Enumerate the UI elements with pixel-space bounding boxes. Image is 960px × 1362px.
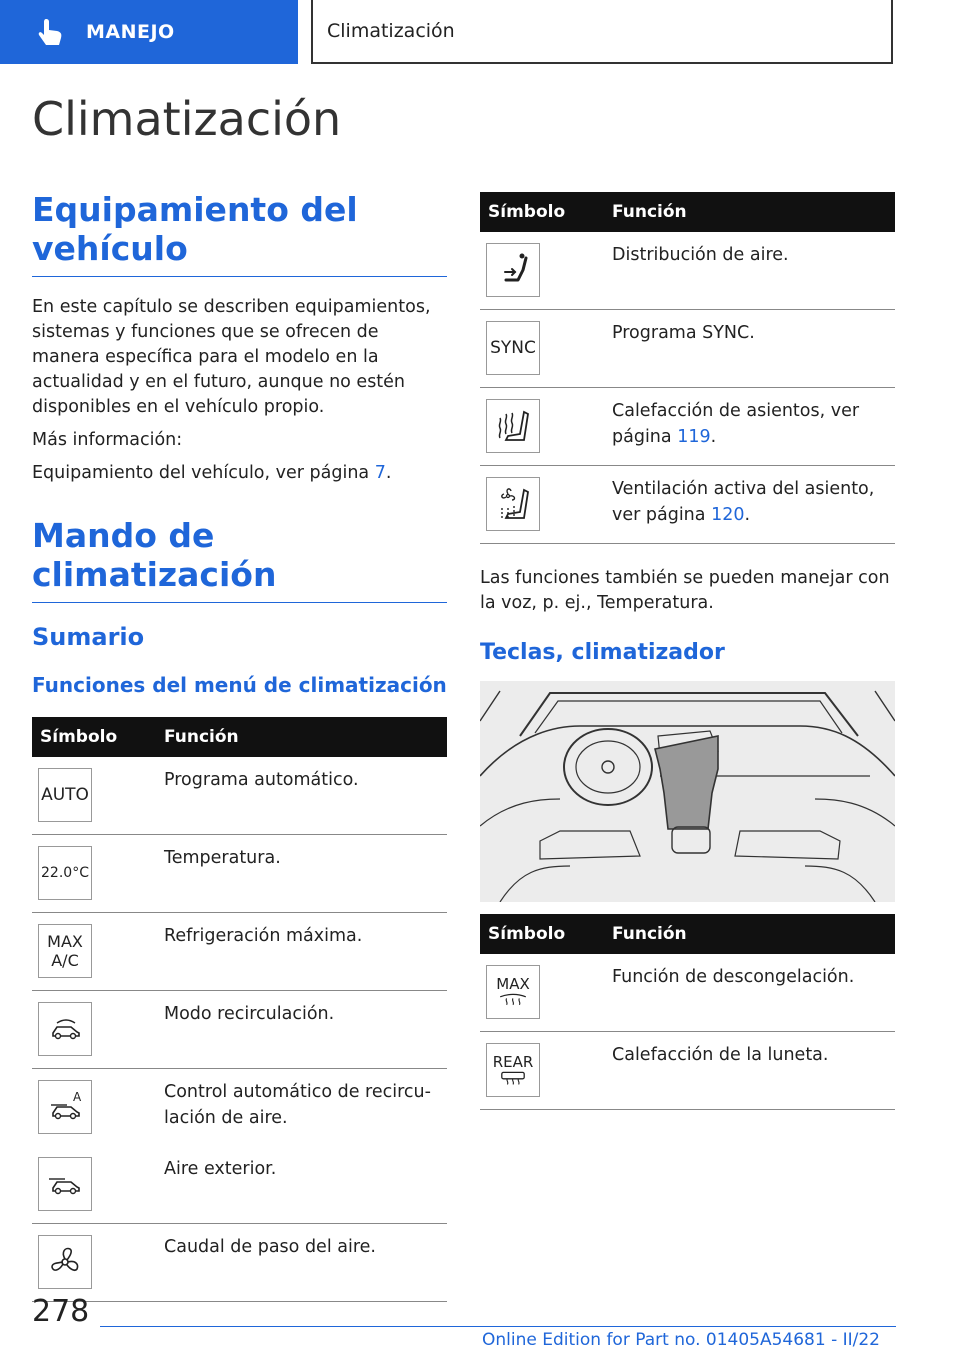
- symbol-header: Símbolo: [32, 717, 164, 757]
- rear-defrost-icon: REAR: [486, 1043, 540, 1097]
- table-row: MAX A/C Refrigeración máxima.: [32, 913, 447, 991]
- outside-air-icon: [38, 1157, 92, 1211]
- left-column: [32, 190, 447, 1302]
- voice-paragraph: Las funciones también se pueden manejar con la voz, p. ej., Temperatura.: [480, 568, 890, 613]
- sumario-heading: Sumario: [32, 623, 145, 651]
- fan-icon: [38, 1235, 92, 1289]
- page-link-119[interactable]: 119: [677, 427, 711, 447]
- air-distribution-icon: [486, 243, 540, 297]
- auto-icon: AUTO: [38, 768, 92, 822]
- footer-divider: [100, 1326, 896, 1327]
- right-column: [480, 192, 895, 1110]
- page-link-120[interactable]: 120: [711, 505, 745, 525]
- auto-recirculation-icon: [38, 1080, 92, 1134]
- table-header: [480, 914, 895, 954]
- menu-functions-heading: Funciones del menú de climatización: [32, 673, 447, 697]
- more-info: Más información:: [32, 430, 183, 450]
- climate-control-illustration: [480, 681, 895, 902]
- table-row: 22.0°C Temperatura.: [32, 835, 447, 913]
- equip-heading: Equipamiento del vehículo: [32, 190, 447, 277]
- table-row: REAR Calefacción de la luneta.: [480, 1032, 895, 1110]
- seat-ventilation-icon: [486, 477, 540, 531]
- edition-note: Online Edition for Part no. 01405A54681 - II/22: [481, 1330, 880, 1350]
- table-row: Distribución de aire.: [480, 232, 895, 310]
- max-defrost-icon: MAX: [486, 965, 540, 1019]
- table-row: Aire exterior.: [32, 1146, 447, 1224]
- mando-heading: Mando de climatización: [32, 516, 447, 603]
- table-row: Caudal de paso del aire.: [32, 1224, 447, 1302]
- symbol-header: Símbolo: [480, 192, 612, 232]
- table-header: [32, 717, 447, 757]
- equip-reference: Equipamiento del vehículo, ver página 7.: [32, 463, 392, 483]
- function-header: Función: [164, 717, 447, 757]
- table-header: [480, 192, 895, 232]
- temperature-icon: 22.0°C: [38, 846, 92, 900]
- table-row: SYNC Programa SYNC.: [480, 310, 895, 388]
- menu-functions-table-continued: [480, 192, 895, 544]
- keys-table: [480, 914, 895, 1110]
- table-row: Ventilación activa del asiento, ver página 120.: [480, 466, 895, 544]
- dashboard-illustration: [480, 681, 895, 902]
- page-title: Climatización: [32, 92, 342, 146]
- function-header: Función: [612, 192, 895, 232]
- svg-text:A: A: [73, 1090, 82, 1104]
- equip-paragraph: En este capítulo se describen equipamientos, sistemas y funciones que se ofrecen de manera específica para el modelo en la actualidad y en el futuro, aunque no estén disponibles en el vehículo propio.: [32, 297, 431, 417]
- section-label: MANEJO: [86, 21, 175, 43]
- page-number: 278: [32, 1294, 90, 1329]
- page-link-7[interactable]: 7: [374, 463, 386, 483]
- max-ac-icon: MAX A/C: [38, 924, 92, 978]
- recirculation-icon: [38, 1002, 92, 1056]
- hand-icon: [34, 15, 68, 49]
- section-tab: [0, 0, 298, 64]
- function-header: Función: [612, 914, 895, 954]
- seat-heating-icon: [486, 399, 540, 453]
- sync-icon: SYNC: [486, 321, 540, 375]
- table-row: Modo recirculación.: [32, 991, 447, 1069]
- menu-functions-table: [32, 717, 447, 1302]
- teclas-heading: Teclas, climatizador: [480, 640, 725, 665]
- symbol-header: Símbolo: [480, 914, 612, 954]
- table-row: AUTO Programa automático.: [32, 757, 447, 835]
- chapter-label: Climatización: [327, 20, 455, 42]
- table-row: MAX Función de descongelación.: [480, 954, 895, 1032]
- chapter-box: [311, 0, 893, 64]
- table-row: Calefacción de asientos, ver página 119.: [480, 388, 895, 466]
- table-row: A Control automático de recircu-lación de aire.: [32, 1069, 447, 1147]
